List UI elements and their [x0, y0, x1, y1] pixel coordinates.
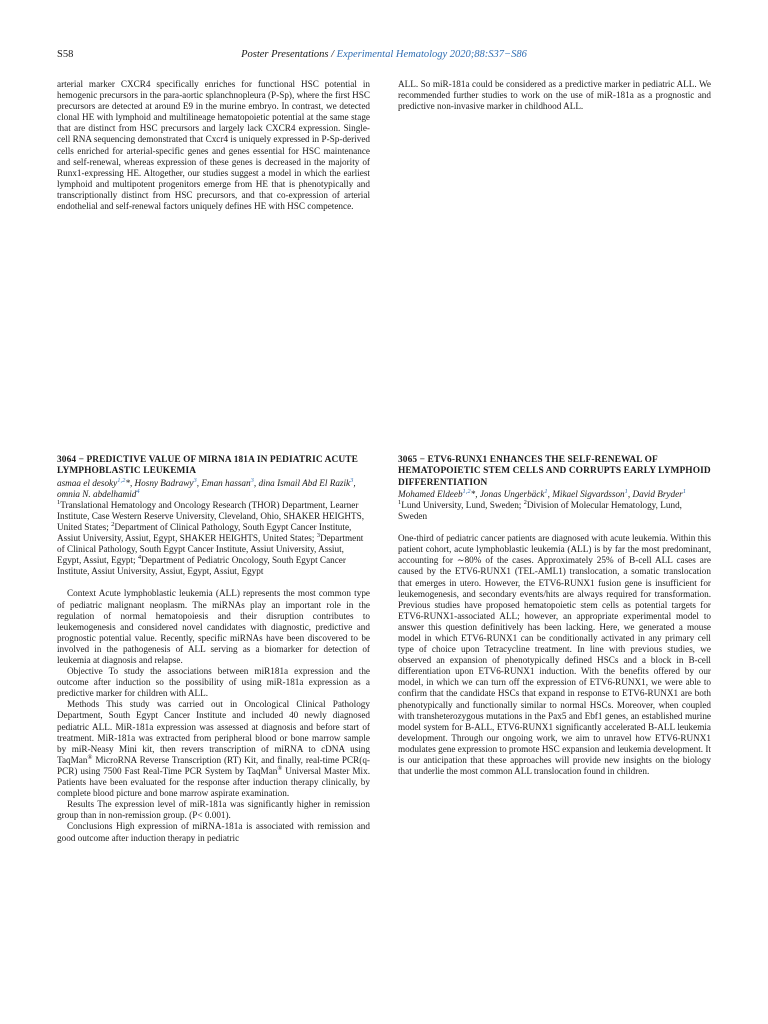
context-paragraph: Context Acute lymphoblastic leukemia (ALL) represents the most common type of pediatric malignant neoplasm. The miRNAs play an important role in the regulation of normal hematopoiesis and their disruption contributes to leukemogenesis and considered novel candidates with diagnostic, predictive and prognostic potential value. Recently, specific miRNAs have been discovered to be involved in the pathogenesis of ALL serving as a biomarker for detection of leukemia at diagnosis and relapse. — [57, 588, 370, 665]
affiliations — [57, 500, 370, 578]
right-column-continuation — [398, 79, 711, 112]
abstract-3064 — [57, 455, 370, 844]
author-affiliation-mark[interactable]: 1 — [624, 487, 628, 495]
running-header — [57, 49, 711, 65]
continued-paragraph: arterial marker CXCR4 specifically enriches for functional HSC potential in hemogenic precursors in the para-aortic splanchnopleura (P-Sp), where the first HSC precursors are detected at around E9 in the murine embryo. In contrast, we detected clonal HE with lymphoid and multilineage hematopoietic potential at the same stage that are distinct from HSC precursors and largely lack CXCR4 expression. Single-cell RNA sequencing demonstrated that Cxcr4 is uniquely expressed in P-Sp-derived cells enriched for arterial-specific genes and genes essential for HSC maintenance and self-renewal, whereas expression of these genes is decreased in the majority of Runx1-expressing HE. Altogether, our studies suggest a model in which the earliest lymphoid and multipotent progenitors emerge from HE that is phenotypically and transcriptionally distinct from HSC precursors, and that co-expression of arterial endothelial and self-renewal factors uniquely defines HE with HSC competence. — [57, 79, 370, 212]
author-affiliation-mark[interactable]: 1 — [544, 487, 548, 495]
journal-link[interactable]: Experimental Hematology 2020;88:S37−S86 — [336, 49, 527, 60]
left-column-continuation — [57, 79, 370, 212]
registered-mark: ® — [277, 764, 283, 772]
registered-mark: ® — [87, 753, 93, 761]
objective-paragraph: Objective To study the associations between miR181a expression and the outcome after induction so the possibility of using miR-181a expression as a predictive marker for children with ALL. — [57, 666, 370, 699]
methods-text: Methods This study was carried out in Oncological Clinical Pathology Department, South Egypt Cancer Institute and included 40 newly diagnosed pediatric ALL. MiR-181a expression was assessed at diagnosis and before start of treatment. MiR-181a was extracted from peripheral blood or bone marrow sample by miR-Neasy Mini kit, then revers transcription of miRNA to cDNA using TaqMan — [57, 699, 370, 765]
continued-paragraph: ALL. So miR-181a could be considered as a predictive marker in pediatric ALL. We recommended further studies to work on the use of miR-181a as a prognostic and predictive non-invasive marker in childhood ALL. — [398, 79, 711, 112]
affiliation-number: 3 — [316, 532, 320, 539]
abstract-title: 3065 − ETV6-RUNX1 ENHANCES THE SELF-RENEWAL OF HEMATOPOIETIC STEM CELLS AND CORRUPTS EARLY LYMPHOID DIFFERENTIATION — [398, 455, 711, 488]
author-list — [398, 489, 711, 500]
affiliation: Department of Clinical Pathology, South Egypt Cancer Institute, Assiut University, Assiut, Egypt, Assiut, Egypt; — [57, 533, 364, 566]
page-number: S58 — [57, 49, 74, 60]
author: , Eman hassan — [196, 477, 251, 488]
affiliation: Translational Hematology and Oncology Research (THOR) Department, Learner Institute, Case Western Reserve University, Cleveland, Ohio, SHAKER HEIGHTS, United States; — [57, 499, 364, 532]
affiliation-number: 2 — [111, 520, 115, 528]
author-affiliation-mark[interactable]: 4 — [136, 487, 140, 495]
author: *, Hosny Badrawy — [125, 477, 194, 488]
methods-text: Universal Master Mix. Patients have been evaluated for the response after induction therapy clinically, by complete blood picture and bone marrow aspirate examination. — [57, 765, 370, 799]
author: , Mikael Sigvardsson — [547, 488, 625, 499]
running-title — [57, 49, 711, 60]
affiliation-number: 1 — [398, 498, 402, 506]
affiliation-number: 1 — [57, 498, 61, 506]
methods-text: MicroRNA Reverse Transcription (RT) Kit, and finally, real-time PCR(q-PCR) using 7500 Fast Real-Time PCR System by TaqMan — [57, 754, 370, 776]
conclusions-paragraph: Conclusions High expression of miRNA-181a is associated with remission and good outcome after induction therapy in pediatric — [57, 821, 370, 843]
author: asmaa el desoky — [57, 477, 118, 488]
author: Mohamed Eldeeb — [398, 488, 463, 499]
affiliation-number: 2 — [523, 498, 527, 506]
affiliation: Division of Molecular Hematology, Lund, Sweden — [398, 499, 682, 522]
affiliation: Department of Pediatric Oncology, South Egypt Cancer Institute, Assiut University, Assiut, Egypt, Assiut, Egypt — [57, 555, 346, 577]
author-affiliation-mark[interactable]: 3 — [193, 476, 197, 484]
author-list — [57, 478, 370, 500]
methods-paragraph — [57, 699, 370, 799]
author-affiliation-mark[interactable]: 1,2 — [462, 487, 471, 495]
abstract-3065 — [398, 455, 711, 777]
affiliation: Department of Clinical Pathology, South Egypt Cancer Institute, Assiut University, Assiut, Egypt, SHAKER HEIGHTS, United States; — [57, 521, 352, 544]
affiliation: Lund University, Lund, Sweden; — [401, 499, 524, 510]
affiliations — [398, 500, 711, 522]
abstract-title: 3064 − PREDICTIVE VALUE OF MIRNA 181A IN PEDIATRIC ACUTE LYMPHOBLASTIC LEUKEMIA — [57, 455, 358, 477]
author: , David Bryder — [627, 488, 683, 499]
author: *, Jonas Ungerbäck — [470, 488, 545, 499]
author: , omnia N. abdelhamid — [57, 477, 356, 499]
abstract-body: One-third of pediatric cancer patients are diagnosed with acute leukemia. Within this patient cohort, acute lymphoblastic leukemia (ALL) is by far the most predominant, accounting for ∼80% of the cases. Approximately 25% of B-cell ALL cases are caused by the ETV6-RUNX1 (TEL-AML1) translocation, a somatic translocation that emerges in utero. However, the ETV6-RUNX1 fusion gene is insufficient for leukemogenesis, and secondary events/hits are always required for transformation. Previous studies have proposed hematopoietic stem cells as potential targets for ETV6-RUNX1-associated ALL; however, an appropriate experimental model to answer this question definitively has been lacking. Here, we generated a mouse model in which ETV6-RUNX1 can be conditionally activated in any primary cell type of choice upon Tetracycline treatment. In line with previous studies, we observed an expansion of phenotypically defined HSCs and a block in B-cell differentiation upon ETV6-RUNX1 induction. With the benefits offered by our model, in which we can turn off the expression of ETV6-RUNX1, we were able to confirm that the candidate HSCs that expand in response to ETV6-RUNX1 are both phenotypically and functionally similar to normal HSCs. Moreover, when coupled with transheterozygous mutations in the Pax5 and Ebf1 genes, an established murine model system for B-ALL, ETV6-RUNX1 significantly accelerated B-ALL leukemia development. Through our ongoing work, we aim to unravel how ETV6-RUNX1 modulates gene expression to promote HSC expansion and leukemia development. It is our anticipation that these approaches will provide new insights on the biology that underlie the most common ALL translocation found in children. — [398, 533, 711, 777]
author: , dina Ismail Abd El Razik — [253, 477, 351, 488]
author-affiliation-mark[interactable]: 3 — [250, 476, 254, 484]
results-paragraph: Results The expression level of miR-181a was significantly higher in remission group than in non-remission group. (P< 0.001). — [57, 799, 370, 821]
author-affiliation-mark[interactable]: 1 — [682, 487, 687, 495]
author-affiliation-mark[interactable]: 3 — [350, 476, 354, 484]
author-affiliation-mark[interactable]: 1,2 — [117, 476, 126, 484]
affiliation-number: 4 — [137, 554, 142, 562]
section-label: Poster Presentations / — [241, 49, 337, 60]
